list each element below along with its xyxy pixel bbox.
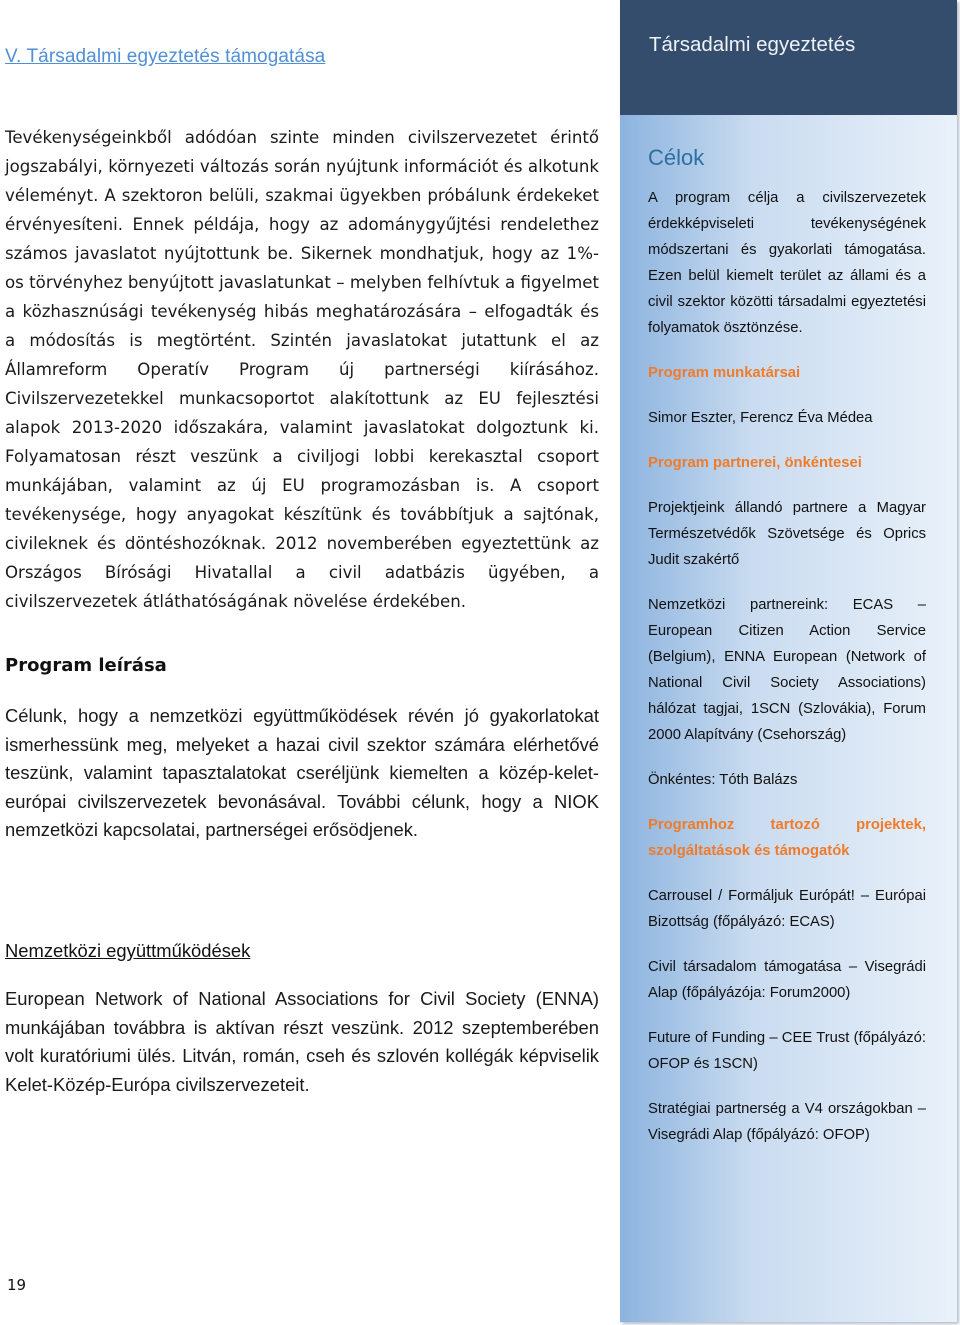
international-heading: Nemzetközi együttműködések <box>5 940 251 961</box>
sidebar-content <box>648 145 926 1167</box>
partners-domestic: Projektjeink állandó partnere a Magyar Természetvédők Szövetsége és Oprics Judit szakértő <box>648 500 926 568</box>
international-text: European Network of National Associations for Civil Society (ENNA) munkájában továbbra is aktívan részt veszünk. 2012 szeptemberében volt kuratóriumi ülés. Litván, román, cseh és szlovén kollégák képviselik Kelet-Közép-Európa civilszervezeteit. <box>5 988 599 1095</box>
partners-international: Nemzetközi partnereink: ECAS – European Citizen Action Service (Belgium), ENNA European (Network of National Civil Society Associations) hálózat tagjai, 1SCN (Szlovákia), Forum 2000 Alapítvány (Csehország) <box>648 597 926 743</box>
intro-paragraph: Tevékenységeinkből adódóan szinte minden civilszervezetet érintő jogszabályi, környezeti változás során nyújtunk információt és alkotunk véleményt. A szektoron belüli, szakmai ügyekben próbálunk érdekeket érvényesíteni. Ennek példája, hogy az adománygyűjtési rendelethez számos javaslatot nyújtottunk be. Sikernek mondhatjuk, hogy az 1%-os törvényhez benyújtott javaslatunkat – melyben felhívtuk a figyelmet a közhasznúsági tevékenység hibás meghatározására – elfogadták és a módosítás is megtörtént. Szintén javaslatokat jutattunk el az Államreform Operatív Program új partnerségi kiírásához. Civilszervezetekkel munkacsoportot alakítottunk az EU fejlesztési alapok 2013-2020 időszakára, valamint javaslatokat dolgoztunk ki. Folyamatosan részt veszünk a civiljogi lobbi kerekasztal csoport munkájában, valamint az új EU programozásban is. A csoport tevékenysége, hogy anyagokat készítünk és továbbítjuk a sajtónak, civileknek és döntéshozóknak. 2012 novemberében egyeztettünk az Országos Bírósági Hivatallal a civil adatbázis ügyében, a civilszervezetek átláthatóságának növelése érdekében. <box>5 128 599 611</box>
staff-label: Program munkatársai <box>648 365 801 381</box>
program-description-heading: Program leírása <box>5 655 167 676</box>
project-item: Stratégiai partnerség a V4 országokban – Visegrádi Alap (főpályázó: OFOP) <box>648 1101 926 1143</box>
project-item: Carrousel / Formáljuk Európát! – Európai Bizottság (főpályázó: ECAS) <box>648 888 926 930</box>
project-item: Civil társadalom támogatása – Visegrádi Alap (főpályázója: Forum2000) <box>648 959 926 1001</box>
partners-label: Program partnerei, önkéntesei <box>648 455 862 471</box>
sidebar-title: Társadalmi egyeztetés <box>649 33 856 56</box>
goals-text: A program célja a civilszervezetek érdekképviseleti tevékenységének módszertani és gyakorlati támogatása. Ezen belül kiemelt terület az állami és a civil szektor közötti társadalmi egyeztetési folyamatok ösztönzése. <box>648 190 926 336</box>
sidebar-panel <box>620 0 957 1322</box>
program-description-text: Célunk, hogy a nemzetközi együttműködések révén jó gyakorlatokat ismerhessünk meg, melyeket a hazai civil szektor számára elérhetővé teszünk, valamint tapasztalatokat cseréljünk kiemelten a közép-kelet-európai civilszervezetek bevonásával. További célunk, hogy a NIOK nemzetközi kapcsolatai, partnerségei erősödjenek. <box>5 705 599 840</box>
staff-names: Simor Eszter, Ferencz Éva Médea <box>648 410 873 426</box>
volunteer: Önkéntes: Tóth Balázs <box>648 772 798 788</box>
page-title: V. Társadalmi egyeztetés támogatása <box>5 46 326 67</box>
sidebar-header <box>620 0 957 115</box>
projects-label: Programhoz tartozó projektek, szolgáltatások és támogatók <box>648 817 926 859</box>
project-item: Future of Funding – CEE Trust (főpályázó: OFOP és 1SCN) <box>648 1030 926 1072</box>
page-number: 19 <box>7 1276 27 1294</box>
goals-title: Célok <box>648 145 705 170</box>
